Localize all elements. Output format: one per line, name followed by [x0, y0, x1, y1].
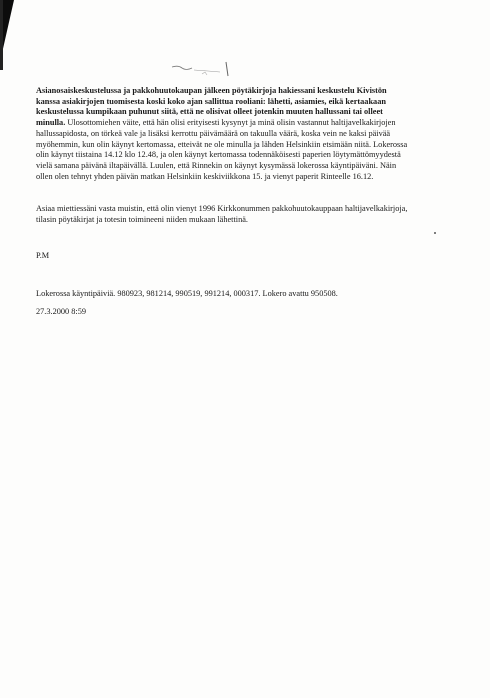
paragraph1-line-2: myöhemmin, kun olin käynyt kertomassa, etteivät ne ole minulla ja lähden Helsinkiin etsimään niitä. Lokerossa — [36, 139, 408, 149]
paragraph-main — [36, 86, 456, 182]
mixed-line — [36, 118, 456, 129]
scan-speck — [434, 232, 436, 234]
bold-line-1: Asianosaiskeskustelussa ja pakkohuutokaupan jälkeen pöytäkirjoja hakiessani keskustelu Kivistön — [36, 86, 387, 95]
handwritten-mark — [168, 56, 248, 86]
paragraph2-line-1: Asiaa miettiessäni vasta muistin, että olin vienyt 1996 Kirkkonummen pakkohuutokauppaan haltijavelkakirjoja, — [36, 204, 408, 213]
document-timestamp: 27.3.2000 8:59 — [36, 307, 87, 316]
mixed-line-normal: Ulosottomiehen väite, että hän olisi erityisesti kysynyt ja minä olisin vastannut haltijavelkakirjojen — [65, 118, 396, 128]
mixed-line-bold: minulla. — [36, 118, 66, 128]
paragraph2-line-2: tilasin pöytäkirjat ja totesin toimineeni niiden mukaan lähettinä. — [36, 214, 248, 224]
locker-visit-dates: Lokerossa käyntipäiviä. 980923, 981214, 990519, 991214, 000317. Lokero avattu 950508. — [36, 289, 338, 298]
paragraph-memory — [36, 204, 456, 225]
bold-line-2: kanssa asiakirjojen tuomisesta koski koko ajan sallittua rooliani: lähetti, asiamies, eikä kertaakaan — [36, 96, 386, 106]
paragraph1-line-3: olin käynyt tiistaina 14.12 klo 12.48, ja olen käynyt kertomassa todennäköisesti paperien löytymättömyydestä — [36, 150, 401, 160]
paragraph1-line-5: ollen olen tehnyt yhden päivän matkan Helsinkiin keskiviikkona 15. ja vienyt paperit Rinteelle 16.12. — [36, 171, 374, 181]
bold-line-3: keskustelussa kumpikaan puhunut siitä, että ne olisivat olleet jotenkin muuten hallussani tai olleet — [36, 107, 383, 117]
scan-shadow-edge — [0, 0, 3, 70]
signature-initials: P.M — [36, 251, 50, 260]
paragraph1-line-4: vielä samana päivänä iltapäivällä. Luulen, että Rinnekin on käynyt kysymässä lokerossa käyntipäiväni. Näin — [36, 160, 397, 170]
paragraph1-line-1: hallussapidosta, on törkeä vale ja lisäksi kerrottu päivämäärä on takuulla väärä, koska vein ne kaksi päivää — [36, 128, 391, 138]
